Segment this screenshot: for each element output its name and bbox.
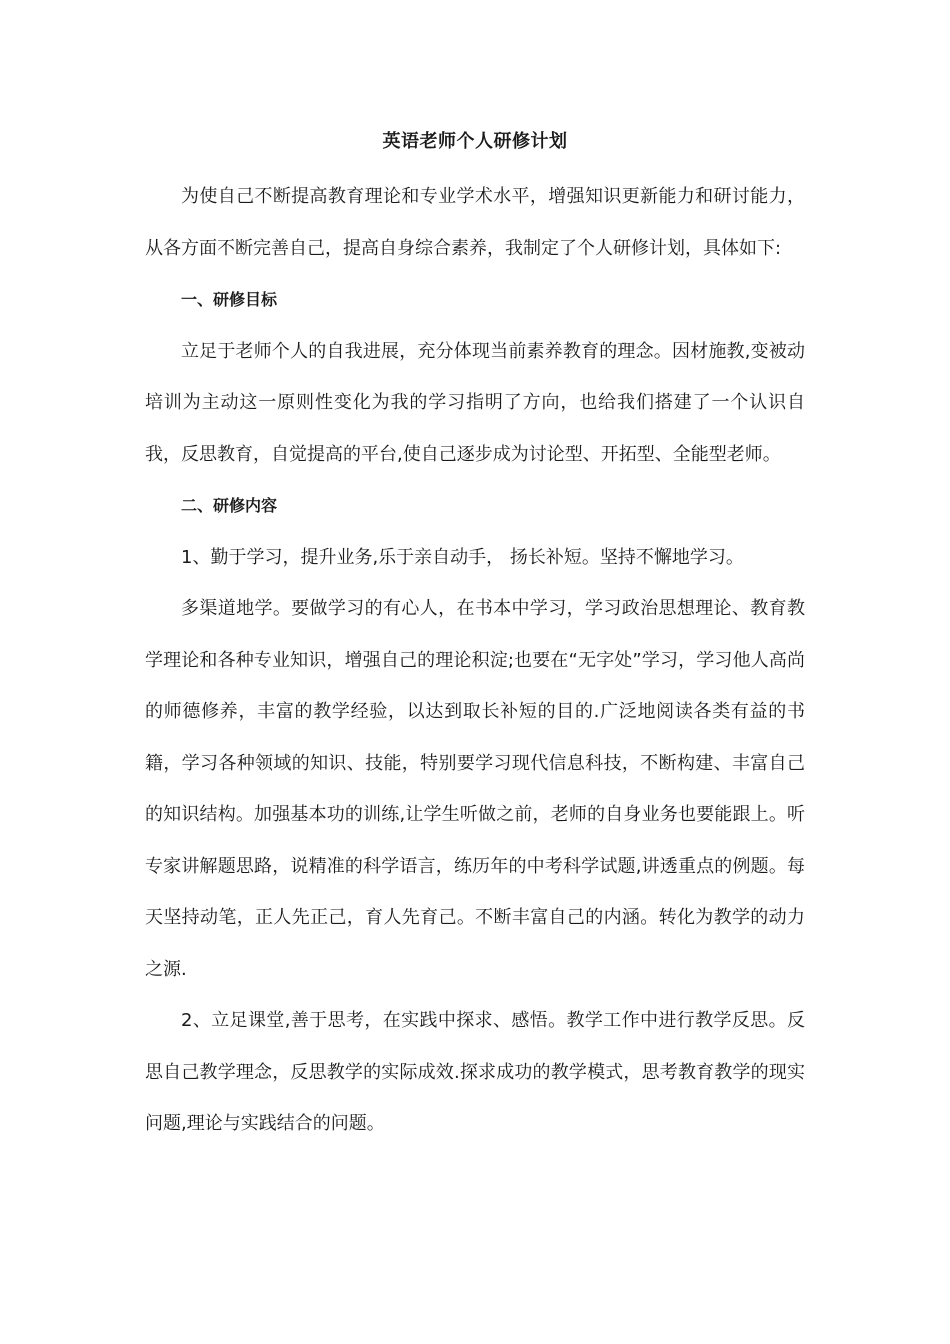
section2-heading: 二、研修内容 bbox=[181, 496, 278, 515]
section1-paragraph: 立足于老师个人的自我进展，充分体现当前素养教育的理念。因材施教,变被动培训为主动这一原则性变化为我的学习指明了方向，也给我们搭建了一个认识自我，反思教育，自觉提高的平台,使自己逐步成为讨论型、开拓型、全能型老师。 bbox=[145, 340, 805, 465]
section2-item1-paragraph: 多渠道地学。要做学习的有心人，在书本中学习，学习政治思想理论、教育教学理论和各种专业知识，增强自己的理论积淀;也要在“无字处”学习，学习他人高尚的师德修养，丰富的教学经验，以达到取长补短的目的.广泛地阅读各类有益的书籍，学习各种领域的知识、技能，特别要学习现代信息科技，不断构建、丰富自己的知识结构。加强基本功的训练,让学生听做之前，老师的自身业务也要能跟上。听专家讲解题思路，说精准的科学语言，练历年的中考科学试题,讲透重点的例题。每天坚持动笔，正人先正己，育人先育己。不断丰富自己的内涵。转化为教学的动力之源. bbox=[145, 598, 805, 980]
document-title: 英语老师个人研修计划 bbox=[382, 131, 568, 152]
section1-heading: 一、研修目标 bbox=[181, 290, 278, 309]
intro-paragraph: 为使自己不断提高教育理论和专业学术水平，增强知识更新能力和研讨能力，从各方面不断完善自己，提高自身综合素养，我制定了个人研修计划，具体如下: bbox=[145, 186, 805, 259]
document-body bbox=[145, 124, 805, 1150]
section2-item1-title: 1、勤于学习，提升业务,乐于亲自动手， 扬长补短。坚持不懈地学习。 bbox=[181, 546, 744, 568]
section2-item2-paragraph: 2、立足课堂,善于思考，在实践中探求、感悟。教学工作中进行教学反思。反思自己教学理念，反思教学的实际成效.探求成功的教学模式，思考教育教学的现实问题,理论与实践结合的问题。 bbox=[145, 1010, 805, 1134]
